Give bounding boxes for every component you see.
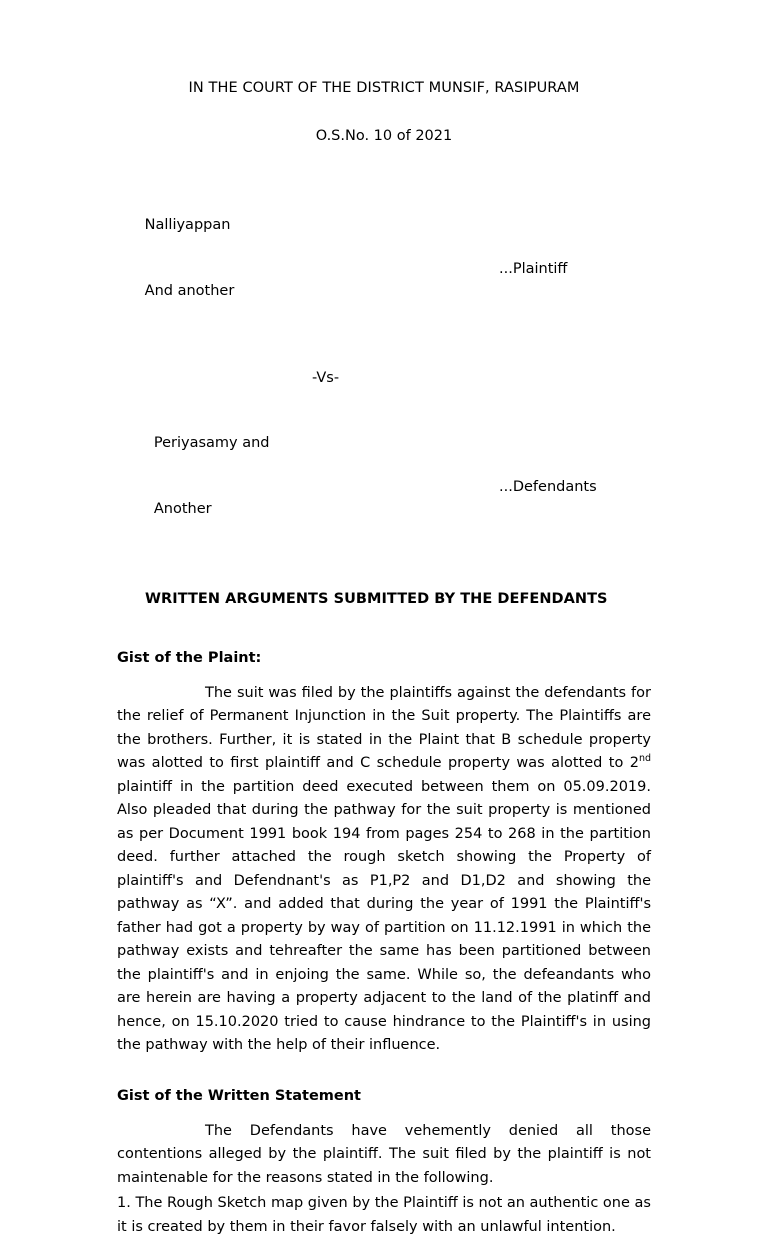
main-heading: WRITTEN ARGUMENTS SUBMITTED BY THE DEFENDANTS — [145, 590, 608, 607]
versus-label: -Vs- — [312, 369, 340, 386]
plaintiff-name-line1 — [117, 192, 651, 258]
gist-of-plaint-paragraph — [117, 682, 651, 1058]
ordinal-suffix: nd — [638, 753, 651, 765]
written-statement-paragraph-2: 1. The Rough Sketch map given by the Plaintiff is not an authentic one as it is created by them in their favor falsely with an unlawful intention. — [117, 1195, 651, 1235]
section-heading-gist-of-plaint: Gist of the Plaint: — [117, 649, 262, 666]
defendant-name: Periyasamy and — [153, 434, 270, 451]
plaintiff-name-line2 — [117, 258, 651, 346]
parties-block — [117, 192, 651, 564]
plaintiff-name: Nalliyappan — [144, 216, 231, 233]
written-statement-text-1: The Defendants have vehemently denied all those contentions alleged by the plaintiff. The suit filed by the plaintiff is not maintenable for the reasons stated in the following. — [117, 1122, 651, 1186]
defendant-name-line1 — [117, 410, 651, 476]
defendant-block — [117, 410, 651, 564]
gist-of-plaint-text-part2: plaintiff in the partition deed executed between them on 05.09.2019. Also pleaded that during the pathway for the suit property is mentioned as per Document 1991 book 194 from pages 254 to 268 in the partition deed. further attached the rough sketch showing the Property of plaintiff's and Defendnant's as P1,P2 and D1,D2 and showing the pathway as “X”. and added that during the year of 1991 the Plaintiff's father had got a property by way of partition on 11.12.1991 in which the pathway exists and tehreafter the same has been partitioned between the plaintiff's and in enjoing the same. While so, the defeandants who are herein are having a property adjacent to the land of the platinff and hence, on 15.10.2020 tried to cause hindrance to the Plaintiff's in using the pathway with the help of their influence. — [117, 778, 651, 1054]
plaintiff-role-label: ...Plaintiff — [499, 260, 568, 277]
case-number: O.S.No. 10 of 2021 — [315, 127, 453, 144]
written-statement-paragraph-1 — [117, 1120, 651, 1190]
defendant-role-label: ...Defendants — [499, 478, 597, 495]
court-title: IN THE COURT OF THE DISTRICT MUNSIF, RASIPURAM — [188, 80, 580, 96]
gist-of-plaint-text-part1: The suit was filed by the plaintiffs against the defendants for the relief of Permanent Injunction in the Suit property. The Plaintiffs are the brothers. Further, it is stated in the Plaint that B schedule property was alotted to first plaintiff and C schedule property was alotted to 2 — [117, 684, 651, 772]
plaintiff-second-name: And another — [144, 282, 235, 299]
defendant-name-line2 — [117, 476, 651, 564]
section-heading-gist-of-written-statement: Gist of the Written Statement — [117, 1087, 361, 1104]
defendant-second-name: Another — [153, 500, 212, 517]
